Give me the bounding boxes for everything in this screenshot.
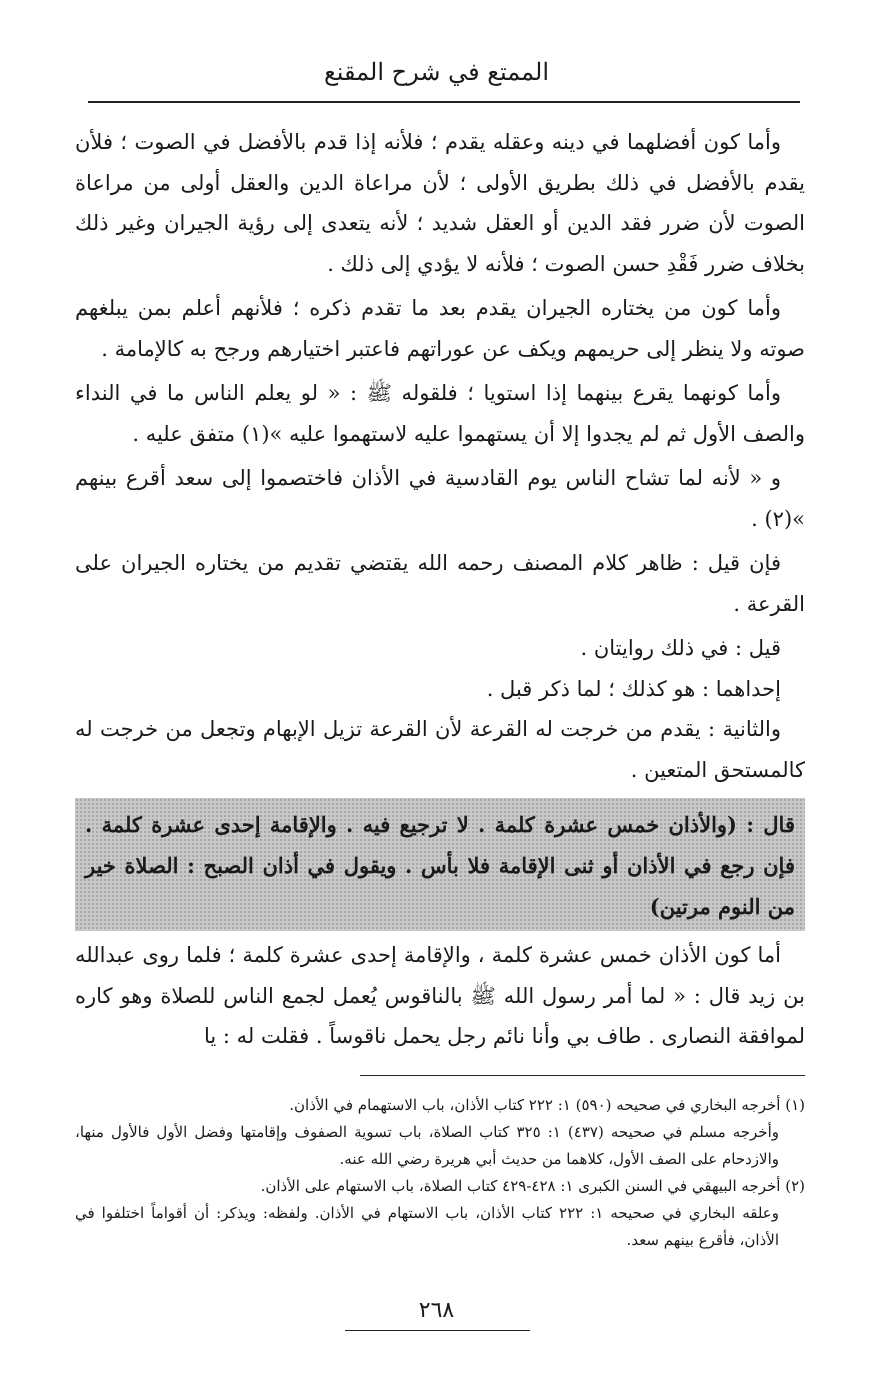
running-title: الممتع في شرح المقنع bbox=[324, 58, 549, 86]
paragraph-lottery: وأما كونهما يقرع بينهما إذا استويا ؛ فلقوله ﷺ : « لو يعلم الناس ما في النداء والصف الأول ثم لم يجدوا إلا أن يستهموا عليه لاستهموا عليه »(١) متفق عليه . bbox=[75, 381, 805, 446]
header-rule bbox=[88, 101, 800, 103]
footnote-1: (١) أخرجه البخاري في صحيحه (٥٩٠) ١: ٢٢٢ كتاب الأذان، باب الاستهمام في الأذان. bbox=[289, 1096, 805, 1114]
paragraph-reply: قيل : في ذلك روايتان . bbox=[580, 636, 781, 660]
footnote-2: (٢) أخرجه البيهقي في السنن الكبرى ١: ٤٢٨-٤٢٩ كتاب الصلاة، باب الاستهام على الأذان. bbox=[260, 1177, 805, 1195]
paragraph-first-narration: إحداهما : هو كذلك ؛ لما ذكر قبل . bbox=[486, 676, 781, 701]
paragraph-objection: فإن قيل : ظاهر كلام المصنف رحمه الله يقتضي تقديم من يختاره الجيران على القرعة . bbox=[75, 551, 805, 616]
paragraph-virtue: وأما كون أفضلهما في دينه وعقله يقدم ؛ فلأنه إذا قدم بالأفضل في الصوت ؛ فلأن يقدم بالأفضل في ذلك بطريق الأولى ؛ لأن مراعاة الدين والعقل أولى من مراعاة الصوت لأن ضرر فقد الدين أو العقل شديد ؛ لأنه يتعدى إلى رؤية الجيران وغير ذلك بخلاف ضرر فَقْدِ حسن الصوت ؛ فلأنه لا يؤدي إلى ذلك . bbox=[75, 130, 805, 276]
main-text bbox=[75, 122, 805, 1057]
page-number-rule bbox=[345, 1330, 530, 1331]
footnote-1-continued: وأخرجه مسلم في صحيحه (٤٣٧) ١: ٣٢٥ كتاب الصلاة، باب تسوية الصفوف وإقامتها وفضل الأول فالأول منها، والازدحام على الصف الأول، كلاهما من حديث أبي هريرة رضي الله عنه. bbox=[75, 1123, 779, 1168]
paragraph-explanation: أما كون الأذان خمس عشرة كلمة ، والإقامة إحدى عشرة كلمة ؛ فلما روى عبدالله بن زيد قال : « لما أمر رسول الله ﷺ بالناقوس يُعمل لجمع الناس للصلاة وهو كاره لموافقة النصارى . طاف بي وأنا نائم رجل يحمل ناقوساً . فقلت له : يا bbox=[75, 943, 805, 1048]
paragraph-qadisiyyah: و « لأنه لما تشاح الناس يوم القادسية في الأذان فاختصموا إلى سعد أقرع بينهم »(٢) . bbox=[75, 466, 805, 531]
footnote-rule bbox=[360, 1075, 805, 1076]
footnote-2-continued: وعلقه البخاري في صحيحه ١: ٢٢٢ كتاب الأذان، باب الاستهام في الأذان. ولفظه: ويذكر: أن أقواماً اختلفوا في الأذان، فأقرع بينهم سعد. bbox=[75, 1204, 779, 1249]
page-number: ٢٦٨ bbox=[418, 1298, 455, 1323]
paragraph-second-narration: والثانية : يقدم من خرجت له القرعة لأن القرعة تزيل الإبهام وتجعل من خرجت له كالمستحق المتعين . bbox=[75, 717, 805, 782]
paragraph-neighbors: وأما كون من يختاره الجيران يقدم بعد ما تقدم ذكره ؛ فلأنهم أعلم بمن يبلغهم صوته ولا ينظر إلى حريمهم ويكف عن عوراتهم فاعتبر اختيارهم ورجح به كالإمامة . bbox=[75, 296, 805, 361]
matn-quote-box: قال : (والأذان خمس عشرة كلمة . لا ترجيع فيه . والإقامة إحدى عشرة كلمة . فإن رجع في الأذان أو ثنى الإقامة فلا بأس . ويقول في أذان الصبح : الصلاة خير من النوم مرتين) bbox=[75, 798, 805, 931]
footnotes bbox=[75, 1092, 805, 1254]
